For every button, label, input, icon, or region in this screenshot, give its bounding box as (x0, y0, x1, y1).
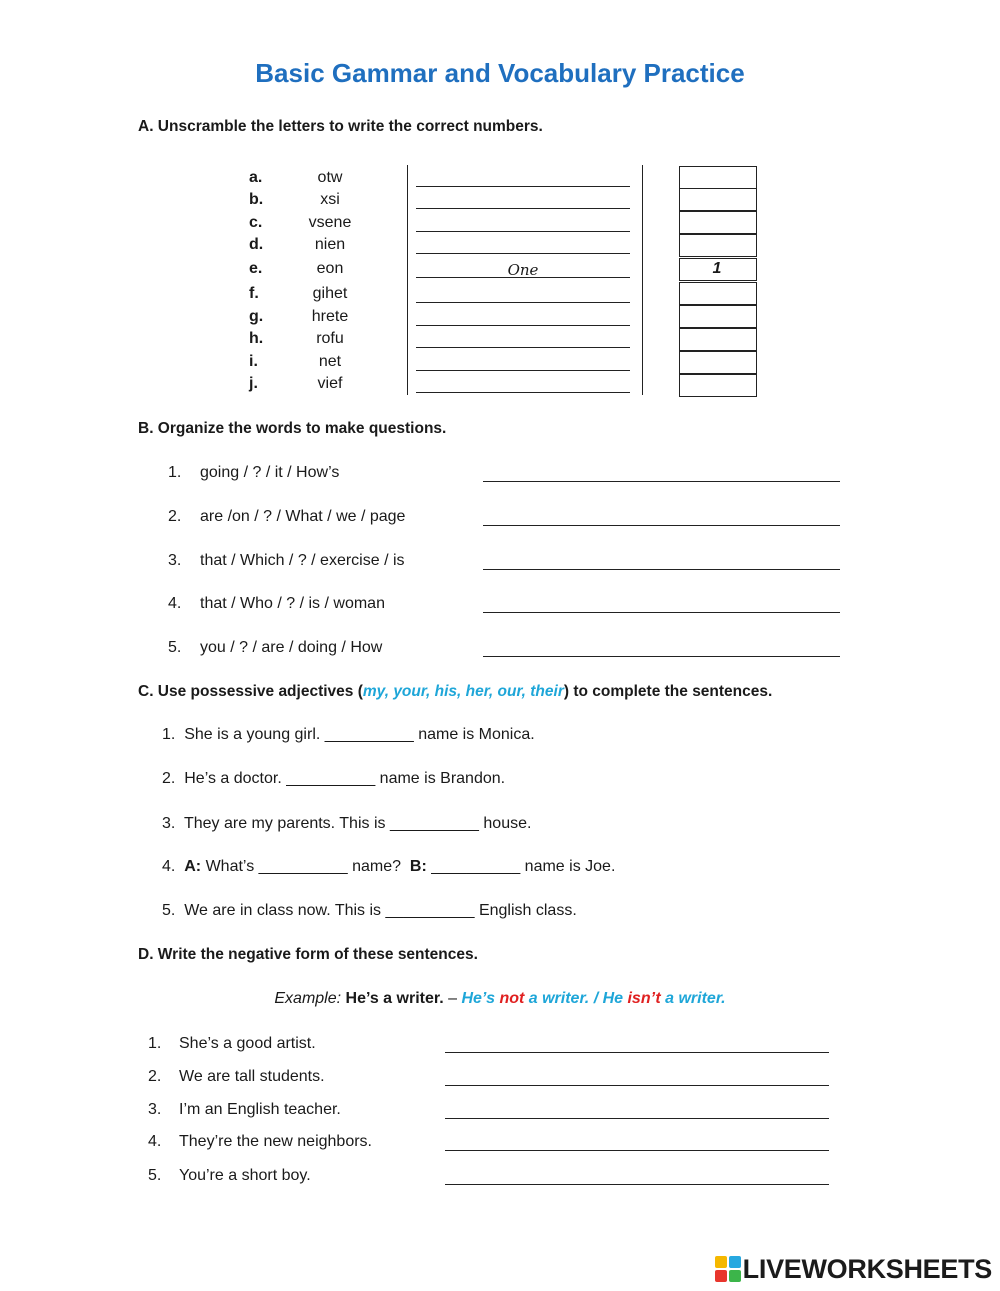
item-number: 2. (162, 770, 176, 787)
item-number: 5. (162, 902, 176, 919)
sentence-text: They’re the new neighbors. (179, 1133, 372, 1150)
answer-line[interactable] (483, 481, 840, 482)
liveworksheets-logo-icon (715, 1256, 741, 1282)
possessive-words: my, your, his, her, our, their (362, 683, 564, 700)
divider-right (642, 165, 643, 395)
scrambled-word: xsi (320, 191, 340, 208)
blank-input[interactable]: __________ (324, 726, 414, 743)
item-letter: h. (249, 330, 264, 347)
answer-line[interactable] (416, 347, 630, 348)
number-box[interactable] (679, 328, 757, 351)
example-part: He’s (461, 990, 495, 1007)
item-letter: a. (249, 169, 263, 186)
number-box[interactable] (679, 166, 757, 189)
item-text: name is Brandon. (379, 770, 506, 787)
item-number: 1. (162, 726, 176, 743)
scrambled-word: otw (317, 169, 343, 186)
sentence-text: We are tall students. (179, 1068, 325, 1085)
item-number: 3. (168, 552, 182, 569)
item-number: 4. (148, 1133, 162, 1150)
item-number: 5. (168, 639, 182, 656)
number-box[interactable] (679, 374, 757, 397)
sentence-text: I’m an English teacher. (179, 1101, 341, 1118)
answer-line[interactable] (416, 370, 630, 371)
item-letter: g. (249, 308, 264, 325)
blank-input[interactable]: __________ (431, 858, 521, 875)
scrambled-question: going / ? / it / How’s (200, 464, 340, 481)
answer-line[interactable] (483, 569, 840, 570)
blank-input[interactable]: __________ (385, 902, 475, 919)
example-label: Example: (274, 990, 342, 1007)
scrambled-word: net (318, 353, 342, 370)
item-text: We are in class now. This is (184, 902, 382, 919)
example-negation: not (499, 990, 525, 1007)
page-title: Basic Gammar and Vocabulary Practice (255, 58, 745, 88)
answer-line[interactable] (483, 612, 840, 613)
example-sentence: He’s a writer. (345, 990, 444, 1007)
answer-line[interactable] (416, 392, 630, 393)
item-letter: i. (249, 353, 258, 370)
section-c-item (162, 815, 531, 833)
liveworksheets-logo[interactable] (715, 1254, 992, 1284)
scrambled-question: are /on / ? / What / we / page (200, 508, 406, 525)
divider-left (407, 165, 408, 395)
section-c-item-4 (162, 858, 615, 876)
section-a-heading: A. Unscramble the letters to write the correct numbers. (138, 118, 543, 135)
section-c-item (162, 770, 505, 788)
item-text: He’s a doctor. (184, 770, 282, 787)
item-text: name is Joe. (524, 858, 616, 875)
scrambled-question: that / Who / ? / is / woman (200, 595, 385, 612)
item-letter: e. (249, 260, 263, 277)
scrambled-word: rofu (316, 330, 344, 347)
item-number: 5. (148, 1167, 162, 1184)
item-text: name? (352, 858, 401, 875)
section-c-item (162, 902, 577, 920)
example-part: a writer. / He (528, 990, 624, 1007)
number-box[interactable] (679, 351, 757, 374)
scrambled-word: nien (314, 236, 346, 253)
number-answer[interactable]: 1 (712, 260, 722, 277)
item-text: English class. (478, 902, 577, 919)
answer-text[interactable]: One (507, 261, 539, 279)
item-letter: b. (249, 191, 264, 208)
answer-line[interactable] (416, 231, 630, 232)
section-c-heading-post: ) to complete the sentences. (563, 683, 773, 700)
sentence-text: You’re a short boy. (179, 1167, 311, 1184)
example-line (0, 990, 1000, 1008)
section-c-heading-pre: C. Use possessive adjectives ( (138, 683, 363, 700)
scrambled-word: hrete (311, 308, 349, 325)
speaker-a-label: A: (184, 858, 202, 875)
item-number: 2. (148, 1068, 162, 1085)
item-number: 2. (168, 508, 182, 525)
number-box[interactable] (679, 188, 757, 211)
answer-line[interactable] (416, 208, 630, 209)
item-number: 1. (148, 1035, 162, 1052)
answer-line[interactable] (483, 525, 840, 526)
item-number: 4. (162, 858, 176, 875)
blank-input[interactable]: __________ (286, 770, 376, 787)
scrambled-word: vief (317, 375, 343, 392)
item-number: 4. (168, 595, 182, 612)
scrambled-word: eon (316, 260, 344, 277)
answer-line[interactable] (416, 325, 630, 326)
answer-line[interactable] (416, 253, 630, 254)
section-c-heading (138, 683, 772, 701)
speaker-b-label: B: (409, 858, 427, 875)
item-number: 3. (162, 815, 176, 832)
answer-line[interactable] (416, 186, 630, 187)
item-letter: j. (249, 375, 258, 392)
section-b-heading: B. Organize the words to make questions. (138, 420, 447, 437)
answer-line[interactable] (483, 656, 840, 657)
answer-line[interactable] (445, 1052, 829, 1053)
item-text: They are my parents. This is (183, 815, 386, 832)
item-text: name is Monica. (418, 726, 535, 743)
item-text: What’s (205, 858, 255, 875)
answer-line[interactable] (445, 1184, 829, 1185)
answer-line[interactable] (445, 1085, 829, 1086)
scrambled-question: that / Which / ? / exercise / is (200, 552, 405, 569)
logo-text: LIVEWORKSHEETS (742, 1253, 992, 1284)
number-box[interactable] (679, 305, 757, 328)
item-text: She is a young girl. (184, 726, 321, 743)
item-letter: d. (249, 236, 264, 253)
section-c-item (162, 726, 535, 744)
blank-input[interactable]: __________ (389, 815, 479, 832)
sentence-text: She’s a good artist. (179, 1035, 316, 1052)
blank-input[interactable]: __________ (258, 858, 348, 875)
answer-line[interactable] (416, 302, 630, 303)
example-negation: isn’t (627, 990, 661, 1007)
example-part: a writer. (665, 990, 726, 1007)
number-box[interactable] (679, 211, 757, 234)
answer-line[interactable] (445, 1118, 829, 1119)
scrambled-word: vsene (308, 214, 352, 231)
answer-line[interactable] (445, 1150, 829, 1151)
item-number: 3. (148, 1101, 162, 1118)
item-text: house. (483, 815, 532, 832)
item-letter: f. (249, 285, 259, 302)
number-box[interactable] (679, 234, 757, 257)
section-d-heading: D. Write the negative form of these sentences. (138, 946, 478, 963)
number-box[interactable] (679, 282, 757, 305)
scrambled-word: gihet (312, 285, 348, 302)
item-number: 1. (168, 464, 182, 481)
example-dash: – (448, 990, 458, 1007)
item-letter: c. (249, 214, 263, 231)
scrambled-question: you / ? / are / doing / How (200, 639, 383, 656)
